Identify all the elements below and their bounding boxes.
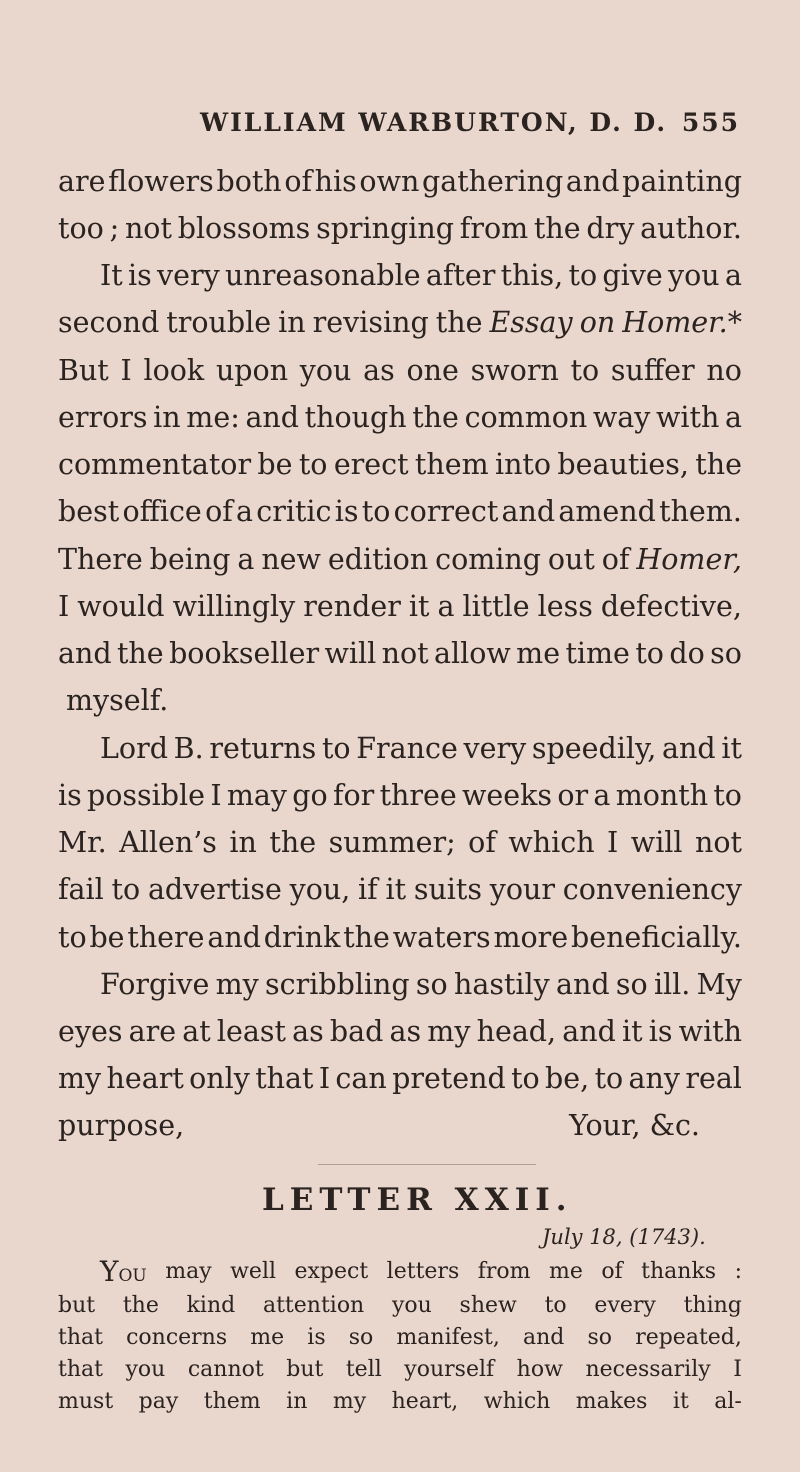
- text-line: too ; not blossoms springing from the dry author.: [58, 212, 742, 245]
- letter-line: that concerns me is so manifest, and so repeated,: [58, 1325, 742, 1350]
- text-line: are flowers both of his own gathering and painting: [58, 165, 742, 198]
- text-line: There being a new edition coming out of Homer,: [58, 543, 742, 576]
- text-line: errors in me: and though the common way with a: [58, 401, 742, 434]
- letter-heading: LETTER XXII.: [262, 1182, 573, 1218]
- text-line: It is very unreasonable after this, to give you a: [100, 259, 742, 292]
- text-line: best office of a critic is to correct and amend them.: [58, 495, 742, 528]
- section-divider: [318, 1164, 536, 1165]
- text-line: is possible I may go for three weeks or a month to: [58, 779, 742, 812]
- text-line: to be there and drink the waters more beneficially.: [58, 921, 742, 954]
- text-line: fail to advertise you, if it suits your conveniency: [58, 873, 742, 906]
- text-line: and the bookseller will not allow me time to do so: [58, 637, 742, 670]
- text-line: purpose, Your, &c.: [58, 1109, 700, 1142]
- letter-date: July 18, (1743).: [542, 1225, 706, 1249]
- text-line: second trouble in revising the Essay on Homer.*: [58, 306, 742, 339]
- running-header: WILLIAM WARBURTON, D. D. 555: [200, 107, 740, 137]
- text-line: But I look upon you as one sworn to suffer no: [58, 354, 742, 387]
- letter-line: must pay them in my heart, which makes it al-: [58, 1389, 742, 1414]
- letter-line: YOU may well expect letters from me of thanks :: [100, 1255, 742, 1288]
- letter-line: but the kind attention you shew to every thing: [58, 1293, 742, 1318]
- text-line: myself.: [66, 684, 169, 717]
- letter-line: that you cannot but tell yourself how necessarily I: [58, 1357, 742, 1382]
- text-line: eyes are at least as bad as my head, and it is with: [58, 1015, 742, 1048]
- text-line: Forgive my scribbling so hastily and so ill. My: [100, 968, 742, 1001]
- text-line: my heart only that I can pretend to be, to any real: [58, 1062, 742, 1095]
- text-line: Lord B. returns to France very speedily, and it: [100, 732, 742, 765]
- text-line: I would willingly render it a little less defective,: [58, 590, 742, 623]
- text-line: commentator be to erect them into beauties, the: [58, 448, 742, 481]
- text-line: Mr. Allen’s in the summer; of which I will not: [58, 826, 742, 859]
